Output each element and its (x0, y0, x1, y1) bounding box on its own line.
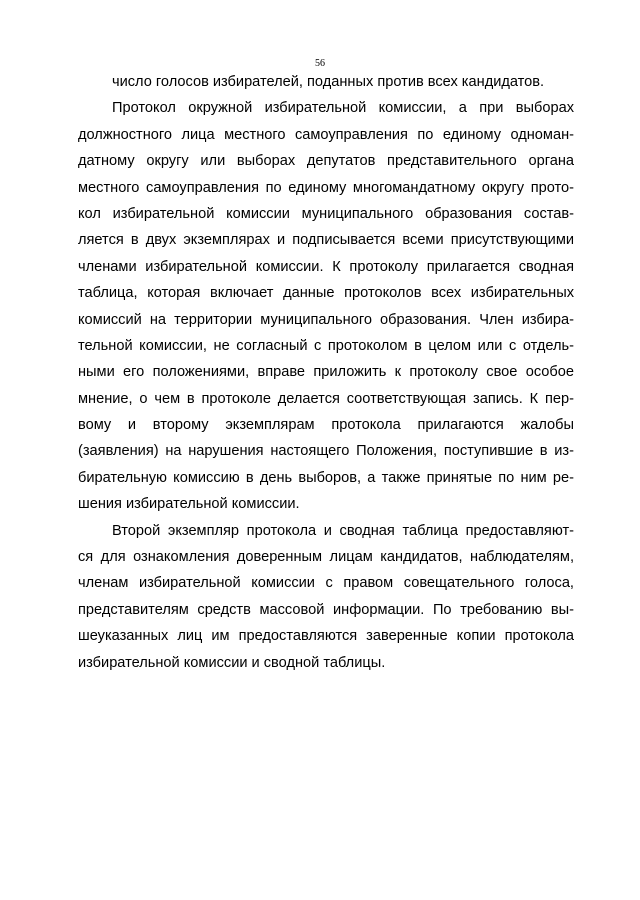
text-line: местного самоуправления по единому многомандатному округу прото- (78, 179, 574, 196)
text-line: Второй экземпляр протокола и сводная таблица предоставляют- (112, 522, 574, 539)
paragraph-2 (78, 95, 574, 517)
paragraph-3 (78, 518, 574, 676)
text-line: членам избирательной комиссии с правом совещательного голоса, (78, 575, 574, 592)
text-line: таблица, которая включает данные протоколов всех избирательных (78, 285, 574, 302)
text-line: избирательной комиссии и сводной таблицы. (78, 654, 386, 671)
text-line: вому и второму экземплярам протокола прилагаются жалобы (78, 417, 574, 434)
document-body (78, 69, 574, 676)
text-line: шения избирательной комиссии. (78, 496, 300, 513)
page-number: 56 (315, 58, 325, 69)
text-line: ся для ознакомления доверенным лицам кандидатов, наблюдателям, (78, 549, 574, 566)
text-line: тельной комиссии, не согласный с протоколом в целом или с отдель- (78, 337, 574, 354)
text-line: бирательную комиссию в день выборов, а также принятые по ним ре- (78, 469, 574, 486)
text-line: членами избирательной комиссии. К протоколу прилагается сводная (78, 258, 574, 275)
text-line: должностного лица местного самоуправления по единому одноман- (78, 126, 574, 143)
text-line: датному округу или выборах депутатов представительного органа (78, 153, 574, 170)
text-line: Протокол окружной избирательной комиссии, а при выборах (112, 100, 574, 117)
paragraph-1 (78, 69, 574, 95)
text-line: ляется в двух экземплярах и подписывается всеми присутствующими (78, 232, 574, 249)
text-line: шеуказанных лиц им предоставляются заверенные копии протокола (78, 628, 574, 645)
text-line: число голосов избирателей, поданных против всех кандидатов. (112, 74, 545, 90)
text-line: (заявления) на нарушения настоящего Положения, поступившие в из- (78, 443, 574, 460)
text-line: мнение, о чем в протоколе делается соответствующая запись. К пер- (78, 390, 574, 407)
text-line: кол избирательной комиссии муниципального образования состав- (78, 205, 574, 222)
text-line: комиссий на территории муниципального образования. Член избира- (78, 311, 574, 328)
text-line: ными его положениями, вправе приложить к протоколу свое особое (78, 364, 574, 381)
text-line: представителям средств массовой информации. По требованию вы- (78, 601, 574, 618)
